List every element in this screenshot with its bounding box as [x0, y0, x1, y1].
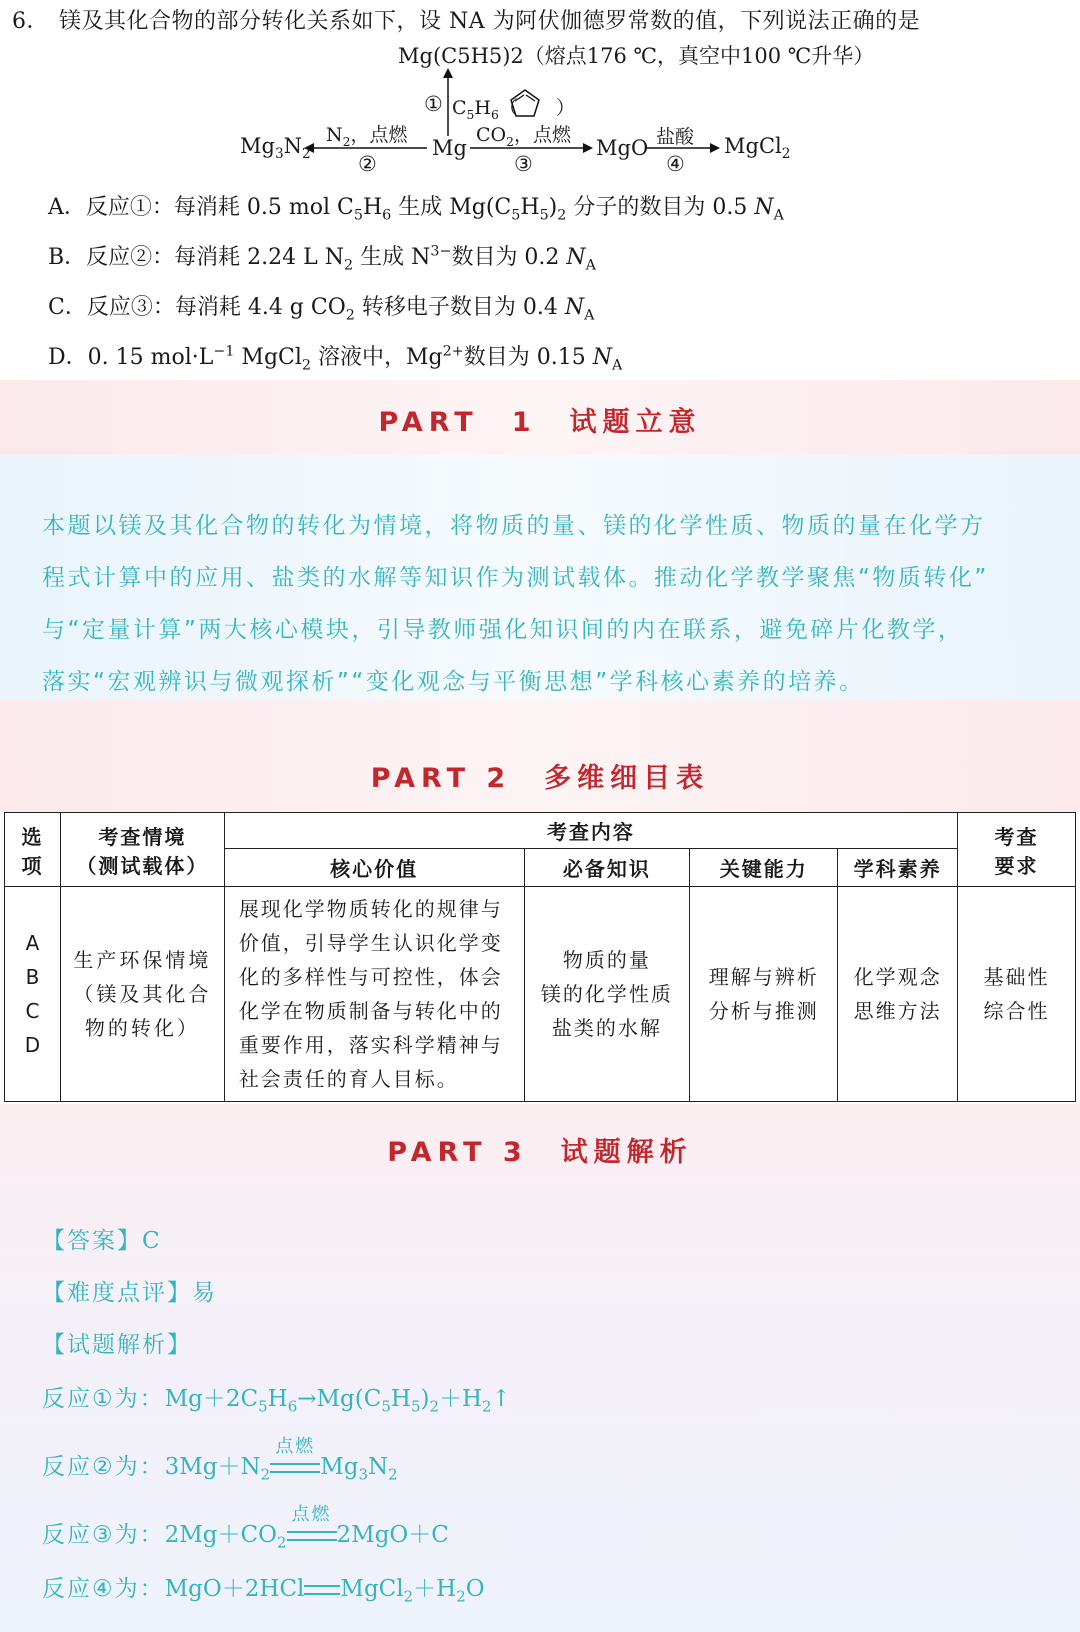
header-requirement: 考查 要求 — [958, 813, 1076, 887]
header-content: 考查内容 — [224, 813, 957, 849]
reaction-4: 反应④为：MgO＋2HCl $MgCl_2+H_2O$ — [42, 1576, 485, 1606]
cell-knowledge: 物质的量 镁的化学性质 盐类的水解 — [524, 887, 690, 1102]
cell-ability: 理解与辨析 分析与推测 — [690, 887, 838, 1102]
question-text: 镁及其化合物的部分转化关系如下，设 NA 为阿伏伽德罗常数的值，下列说法正确的是 — [59, 9, 921, 34]
part2-title: PART 2 多维细目表 — [370, 763, 710, 794]
r4-mark: ④ — [666, 152, 685, 176]
answer-line — [42, 1222, 160, 1255]
r2-mark: ② — [358, 152, 377, 176]
intro-line: 本题以镁及其化合物的转化为情境，将物质的量、镁的化学性质、物质的量在化学方 — [42, 513, 986, 539]
cell-requirement: 基础性 综合性 — [958, 887, 1076, 1102]
mgcl2-label: MgCl$_2$ — [724, 134, 791, 163]
reaction-3: 反应③为：$2Mg+CO_2$ 点燃 2MgO＋C — [42, 1504, 449, 1552]
difficulty-value: 易 — [192, 1280, 217, 1306]
intro-line: 落实“宏观辨识与微观探析”“变化观念与平衡思想”学科核心素养的培养。 — [42, 669, 865, 695]
option-a: A．反应①：每消耗 0.5 mol $C_5H_6$ 生成 $Mg(C_5H_5)_2$ 分子的数目为 0.5 $N_A$ — [48, 195, 784, 224]
question-number: 6． — [12, 9, 49, 34]
intro-line: 程式计算中的应用、盐类的水解等知识作为测试载体。推动化学教学聚焦“物质转化” — [42, 565, 989, 591]
spec-table — [4, 812, 1076, 1102]
r4-condition: 盐酸 — [656, 126, 695, 148]
header-knowledge: 必备知识 — [524, 849, 690, 887]
option-c: C．反应③：每消耗 4.4 g $CO_2$ 转移电子数目为 0.4 $N_A$ — [48, 295, 595, 324]
intro-line: 与“定量计算”两大核心模块，引导教师强化知识间的内在联系，避免碎片化教学， — [42, 617, 964, 643]
cell-core-value: 展现化学物质转化的规律与 价值，引导学生认识化学变 化的多样性与可控性，体会 化学在物质制备与转化中的 重要作用，落实科学精神与 社会责任的育人目标。 — [224, 887, 524, 1102]
header-core-value: 核心价值 — [224, 849, 524, 887]
answer-label: 【答案】 — [42, 1228, 142, 1254]
arrow-r3-head — [583, 143, 593, 153]
r3-condition: $CO_2$，点燃 — [476, 124, 571, 149]
option-d: D．0. 15 $mol\cdot L^{-1}$ MgCl$_2$ 溶液中，$Mg^{2+}$数目为 0.15 $N_A$ — [48, 343, 623, 374]
difficulty-label: 【难度点评】 — [42, 1280, 192, 1306]
reaction-2: 反应②为：$3Mg+N_2$ 点燃 $Mg_3N_2$ — [42, 1436, 398, 1484]
r3-mark: ③ — [514, 152, 533, 176]
cell-options: A B C D — [5, 887, 61, 1102]
header-context: 考查情境 （测试载体） — [60, 813, 224, 887]
difficulty-line — [42, 1274, 217, 1307]
part1-title: PART 1 试题立意 — [378, 407, 702, 438]
arrow-r1-head — [443, 68, 453, 78]
r1-mark: ① — [424, 92, 443, 116]
part3-title: PART 3 试题解析 — [387, 1137, 693, 1168]
mg3n2-label: $Mg_3N_2$ — [240, 134, 311, 163]
cell-context: 生产环保情境 （镁及其化合 物的转化） — [60, 887, 224, 1102]
question-stem — [12, 4, 920, 35]
reaction-1: 反应①为：$Mg+2C_5H_6\to Mg(C_5H_5)_2+H_2↑$ — [42, 1386, 511, 1416]
option-b: B．反应②：每消耗 2.24 L $N_2$ 生成 $N^{3-}$数目为 0.2 $N_A$ — [48, 243, 596, 274]
mg-center: Mg — [432, 136, 467, 160]
table-row — [5, 887, 1076, 1102]
r2-condition: $N_2$，点燃 — [326, 124, 408, 149]
part3-band — [0, 1104, 1080, 1632]
top-product: Mg(C5H5)2（熔点176 ℃，真空中100 ℃升华） — [398, 44, 875, 68]
header-literacy: 学科素养 — [838, 849, 958, 887]
analysis-label: 【试题解析】 — [42, 1332, 192, 1358]
cell-literacy: 化学观念 思维方法 — [838, 887, 958, 1102]
header-ability: 关键能力 — [690, 849, 838, 887]
header-option: 选 项 — [5, 813, 61, 887]
reaction-diagram — [0, 38, 1080, 188]
part1-intro — [42, 500, 1042, 708]
arrow-r4-head — [710, 143, 720, 153]
answer-value: C — [142, 1228, 160, 1254]
r1-reagent: $C_5H_6$（ ） — [452, 97, 575, 122]
mgo-label: MgO — [596, 136, 649, 160]
